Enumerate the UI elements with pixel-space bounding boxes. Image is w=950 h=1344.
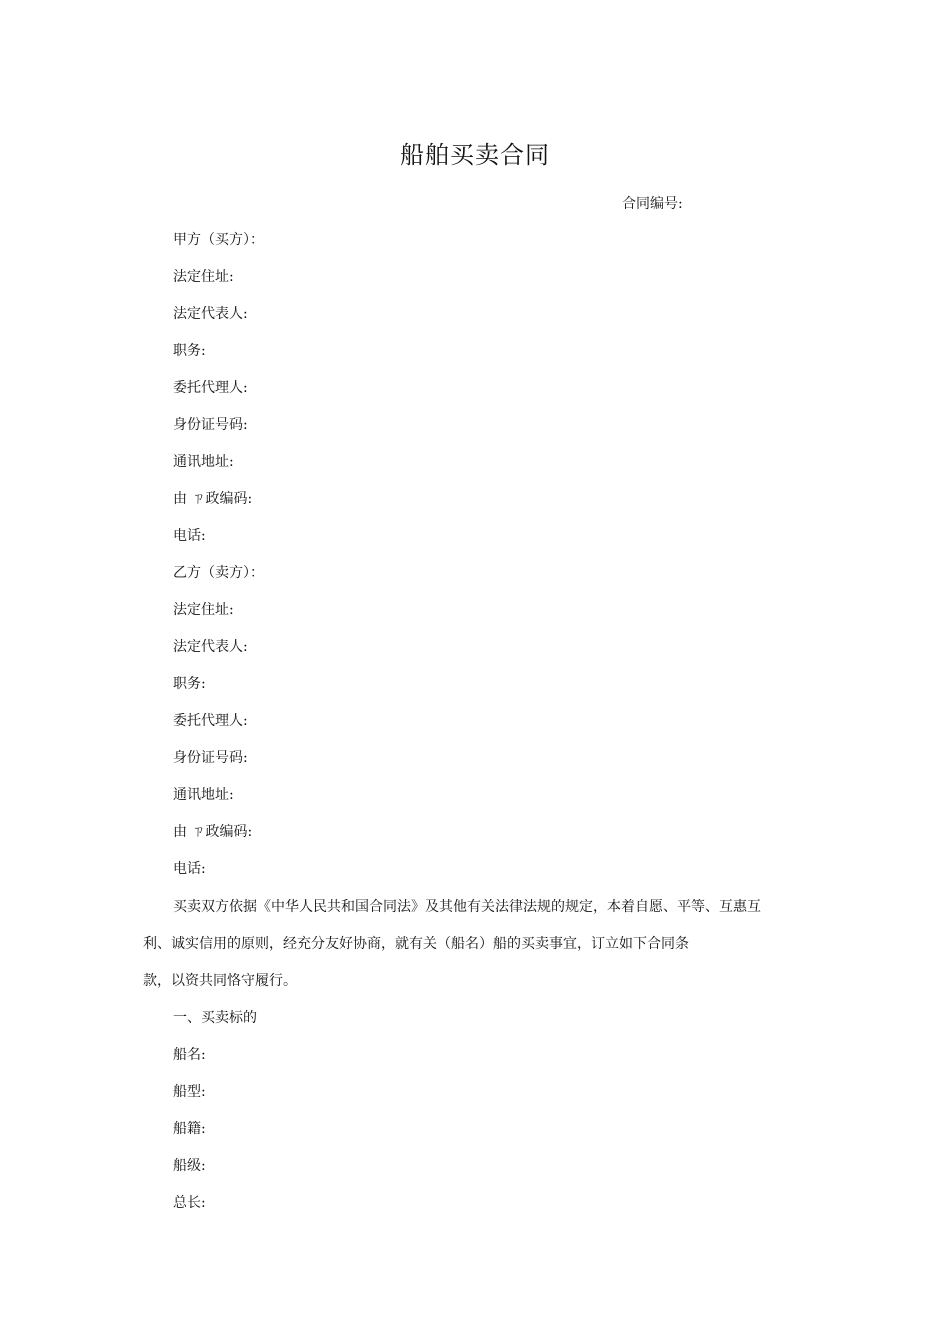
party-field: 由 ㄗ政编码: [173,824,253,840]
party-field: 委托代理人: [173,380,248,396]
party-field: 法定代表人: [173,306,248,322]
party-field: 电话: [173,861,206,877]
section-field: 船级: [173,1158,206,1174]
party-field: 由 ㄗ政编码: [173,491,253,507]
section-subject-list [173,1008,257,1230]
paragraph-line: 款，以资共同恪守履行。 [143,973,297,989]
party-fields-list [173,230,264,896]
party-field: 身份证号码: [173,750,248,766]
party-field: 法定代表人: [173,639,248,655]
section-field: 船名: [173,1047,206,1063]
contract-number-label: 合同编号: [622,196,683,212]
section-field: 船籍: [173,1121,206,1137]
section-field: 总长: [173,1195,206,1211]
contract-intro-paragraph [143,897,808,1008]
section-field: 船型: [173,1084,206,1100]
paragraph-line: 利、诚实信用的原则，经充分友好协商，就有关（船名）船的买卖事宜，订立如下合同条 [143,936,689,952]
party-field: 法定住址: [173,602,234,618]
party-field: 身份证号码: [173,417,248,433]
party-field: 通讯地址: [173,787,234,803]
paragraph-line: 买卖双方依据《中华人民共和国合同法》及其他有关法律法规的规定，本着自愿、平等、互惠互 [173,899,761,915]
party-field: 通讯地址: [173,454,234,470]
party-field: 职务: [173,343,206,359]
party-field: 甲方（买方）： [173,232,264,248]
section-heading: 一、买卖标的 [173,1010,257,1026]
party-field: 法定住址: [173,269,234,285]
party-field: 委托代理人: [173,713,248,729]
party-field: 职务: [173,676,206,692]
document-title: 船舶买卖合同 [400,141,550,169]
party-field: 乙方（卖方）： [173,565,264,581]
party-field: 电话: [173,528,206,544]
